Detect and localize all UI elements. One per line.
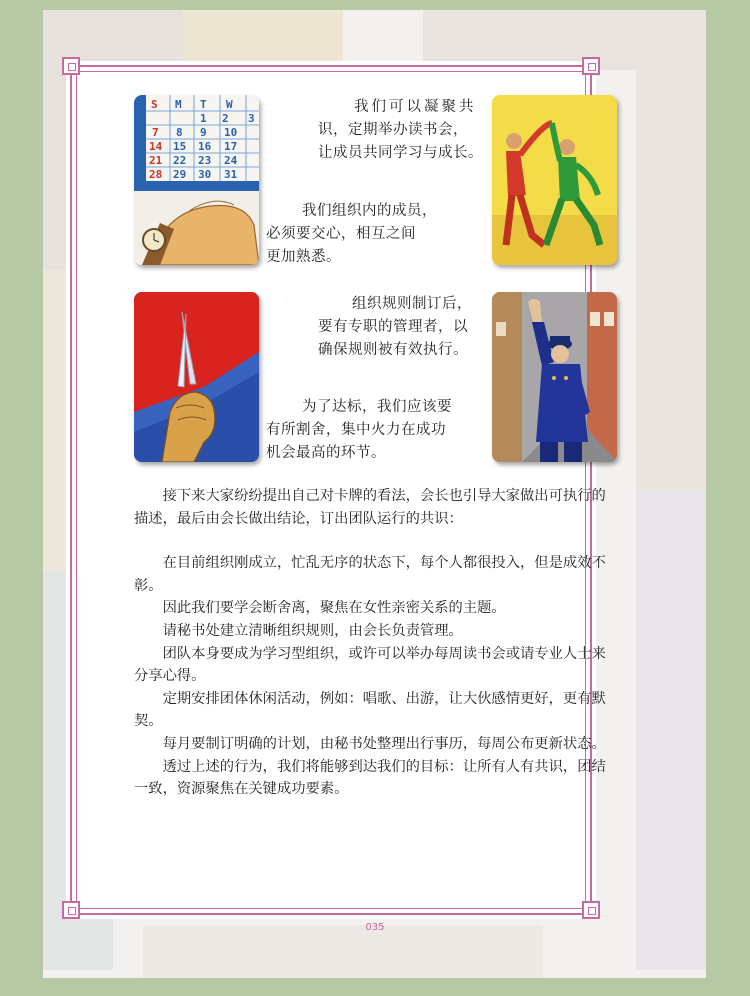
page-number: 035 — [365, 922, 385, 933]
caption-study-group — [318, 96, 483, 165]
calendar-date: 30 — [198, 168, 212, 181]
calendar-date: 21 — [149, 154, 163, 167]
paragraph: 每月要制订明确的计划，由秘书处整理出行事历，每周公布更新状态。 — [162, 735, 606, 752]
caption-line: 必须要交心，相互之间 — [266, 226, 416, 242]
calendar-date: 22 — [173, 154, 187, 167]
calendar-day-label: T — [200, 98, 207, 111]
caption-line: 有所割舍，集中火力在成功 — [266, 422, 446, 438]
bg-painting — [636, 70, 706, 490]
caption-line: 组织规则制订后， — [352, 296, 472, 312]
paragraph: 因此我们要学会断舍离，聚焦在女性亲密关系的主题。 — [162, 600, 506, 617]
calendar-date: 7 — [152, 126, 159, 139]
body-text — [134, 485, 618, 801]
caption-line: 我们组织内的成员， — [302, 203, 437, 219]
scissors-illustration — [134, 292, 259, 462]
caption-line: 我们可以凝聚共 — [354, 99, 477, 115]
card-calendar — [134, 95, 259, 265]
caption-focus — [266, 396, 452, 465]
card-dancers — [492, 95, 617, 265]
calendar-date: 1 — [200, 112, 207, 125]
paragraph: 定期安排团体休闲活动，例如：唱歌、出游，让大伙感情更好，更有默契。 — [134, 690, 606, 730]
calendar-date: 9 — [200, 126, 207, 139]
caption-line: 识，定期举办读书会， — [318, 122, 468, 138]
dancers-illustration — [492, 95, 617, 265]
calendar-day-label: M — [175, 98, 182, 111]
calendar-date: 15 — [173, 140, 187, 153]
corner-ornament — [582, 901, 600, 919]
calendar-date: 17 — [224, 140, 238, 153]
calendar-date: 2 — [222, 112, 229, 125]
bg-painting — [636, 490, 706, 970]
caption-line: 更加熟悉。 — [266, 249, 341, 265]
policeman-illustration — [492, 292, 617, 462]
caption-members — [266, 200, 437, 269]
caption-line: 让成员共同学习与成长。 — [318, 145, 483, 161]
calendar-day-label: S — [151, 98, 158, 111]
calendar-date: 10 — [224, 126, 238, 139]
card-scissors — [134, 292, 259, 462]
calendar-date: 14 — [149, 140, 163, 153]
calendar-date: 28 — [149, 168, 163, 181]
calendar-date: 16 — [198, 140, 212, 153]
paragraph: 请秘书处建立清晰组织规则，由会长负责管理。 — [162, 622, 463, 639]
caption-line: 机会最高的环节。 — [266, 445, 386, 461]
calendar-date: 29 — [173, 168, 187, 181]
caption-rules — [318, 293, 472, 362]
calendar-date: 3 — [248, 112, 255, 125]
corner-ornament — [62, 57, 80, 75]
calendar-illustration — [134, 95, 259, 265]
card-policeman — [492, 292, 617, 462]
calendar-date: 8 — [176, 126, 183, 139]
corner-ornament — [582, 57, 600, 75]
calendar-day-label: W — [226, 98, 233, 111]
corner-ornament — [62, 901, 80, 919]
paragraph: 接下来大家纷纷提出自己对卡牌的看法，会长也引导大家做出可执行的描述，最后由会长做出结论，订出团队运行的共识： — [134, 488, 606, 527]
caption-line: 为了达标，我们应该要 — [302, 399, 452, 415]
paragraph: 团队本身要成为学习型组织，或许可以举办每周读书会或请专业人士来分享心得。 — [134, 645, 606, 685]
calendar-date: 24 — [224, 154, 238, 167]
caption-line: 要有专职的管理者，以 — [318, 319, 468, 335]
paragraph: 在目前组织刚成立，忙乱无序的状态下，每个人都很投入，但是成效不彰。 — [134, 555, 606, 594]
calendar-date: 23 — [198, 154, 212, 167]
calendar-date: 31 — [224, 168, 238, 181]
paragraph: 透过上述的行为，我们将能够到达我们的目标：让所有人有共识，团结一致，资源聚焦在关键成功要素。 — [134, 758, 606, 798]
caption-line: 确保规则被有效执行。 — [318, 342, 468, 358]
